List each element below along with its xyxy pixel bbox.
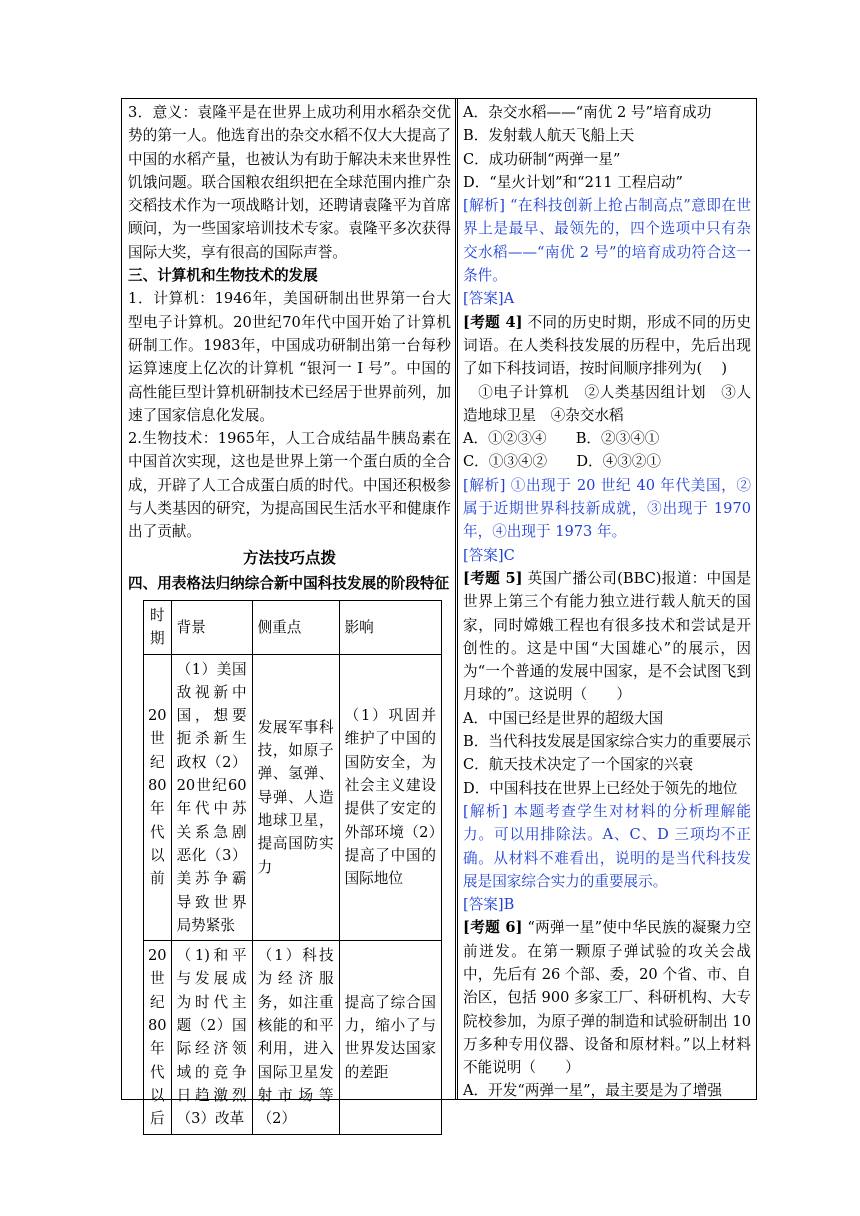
header-background: 背景 [171,601,252,655]
option-d: D．“星火计划”和“211 工程启动” [463,173,683,191]
method-tips-title: 方法技巧点拨 [242,548,336,567]
section-4-heading: 四、用表格法归纳综合新中国科技发展的阶段特征 [128,574,450,592]
table-row [144,941,442,1134]
question-5-option-b: B．当代科技发展是国家综合实力的重要展示 [463,733,752,751]
row-period: 20世纪80年代以前 [144,654,172,941]
question-5-option-a: A．中国已经是世界的超级大国 [463,709,664,727]
table-header-row [144,601,442,655]
row-focus: 发展军事科技，如原子弹、氢弹、导弹、人造地球卫星，提高国防实力 [252,654,339,941]
question-6 [463,916,751,1079]
analysis-4: [解析] ①出现于 20 世纪 40 年代美国，②属于近期世界科技新成就，③出现于 1970 年，④出现于 1973 年。 [463,476,751,541]
column-divider [455,98,458,1100]
table-row [144,654,442,941]
question-4-items: ①电子计算机 ②人类基因组计划 ③人造地球卫星 ④杂交水稻 [463,383,751,424]
analysis-5: [解析] 本题考查学生对材料的分析理解能力。可以用排除法。A、C、D 三项均不正确。从材料不难看出，说明的是当代科技发展是国家综合实力的重要展示。 [463,802,751,890]
stage-summary-table [143,600,442,1135]
answer-3: [答案]A [463,290,515,308]
question-4-options-2: C．①③④② D．④③②① [463,453,661,471]
row-impact: 提高了综合国力，缩小了与世界发达国家的差距 [339,941,441,1134]
question-5-text: 英国广播公司(BBC)报道：中国是世界上第三个有能力独立进行载人航天的国家，同时嫦娥工程也有很多技术和尝试是开创性的。这是中国“大国雄心”的展示，因为“一个普通的发展中国家，是不会试图飞到月球的”。这说明（ ） [463,569,752,704]
significance-paragraph: 3．意义：袁隆平是在世界上成功利用水稻杂交优势的第一人。他选育出的杂交水稻不仅大大提高了中国的水稻产量，也被认为有助于解决未来世界性饥饿问题。联合国粮农组织把在全球范围内推广杂交稻技术作为一项战略计划，还聘请袁隆平为首席顾问，为一些国家培训技术专家。袁隆平多次获得国际大奖，享有很高的国际声誉。 [128,104,451,261]
question-5 [463,567,751,707]
question-6-text: “两弹一星”使中华民族的凝聚力空前迸发。在第一颗原子弹试验的攻关会战中，先后有 26 个部、委，20 个省、市、自治区，包括 900 多家工厂、科研机构、大专院校参加，为原子弹的制造和试验研制出 10 万多种专用仪器、设备和原材料。”以上材料不能说明（ ） [463,919,752,1077]
question-4-text: 不同的历史时期，形成不同的历史词语。在人类科技发展的历程中，先后出现了如下科技词语，按时间顺序排列为( ) [463,313,752,378]
question-4-label: [考题 4] [463,313,523,331]
row-background: （1)和平与发展成为时代主题（2）国际经济领域的竞争日趋激烈（3）改革 [171,941,252,1134]
header-period: 时期 [144,601,172,655]
question-5-option-d: D．中国科技在世界上已经处于领先的地位 [463,779,738,797]
option-b: B．发射载人航天飞船上天 [463,127,635,145]
question-5-option-c: C．航天技术决定了一个国家的兴衰 [463,756,694,774]
header-impact: 影响 [339,601,441,655]
analysis-3: [解析] “在科技创新上抢占制高点”意即在世界上是最早、最领先的，四个选项中只有杂交水稻——“南优 2 号”的培育成功符合这一条件。 [463,197,751,285]
question-4 [463,311,751,381]
row-impact: （1）巩固并维护了中国的国防安全，为社会主义建设提供了安定的外部环境（2）提高了中国的国际地位 [339,654,441,941]
answer-4: [答案]C [463,546,515,564]
question-6-option-a: A．开发“两弹一星”，最主要是为了增强 [463,1082,722,1100]
question-4-options-1: A．①②③④ B．②③④① [463,430,660,448]
row-background: （1）美国敌视新中国，想要扼杀新生政权（2）20世纪60年代中苏关系急剧恶化（3）美苏争霸导致世界局势紧张 [171,654,252,941]
computer-paragraph: 1．计算机：1946年，美国研制出世界第一台大型电子计算机。20世纪70年代中国开始了计算机研制工作。1983年，中国成功研制出第一台每秒运算速度上亿次的计算机 “银河一 I 号”。中国的高性能巨型计算机研制技术已经居于世界前列，加速了国家信息化发展。 [128,290,451,424]
option-a: A．杂交水稻——“南优 2 号”培育成功 [463,104,712,121]
question-5-label: [考题 5] [463,569,523,587]
option-c: C．成功研制“两弹一星” [463,150,621,168]
section-3-heading: 三、计算机和生物技术的发展 [128,267,318,285]
right-column [463,101,751,1103]
row-period: 20世纪80年代以后 [144,941,172,1134]
biotech-paragraph: 2.生物技术：1965年，人工合成结晶牛胰岛素在中国首次实现，这也是世界上第一个蛋白质的全合成，开辟了人工合成蛋白质的时代。中国还积极参与人类基因的研究，为提高国民生活水平和健康作出了贡献。 [128,430,451,541]
question-6-label: [考题 6] [463,919,523,937]
row-focus: （1）科技为经济服务，如注重核能的和平利用，进入国际卫星发射市场等（2） [252,941,339,1134]
header-focus: 侧重点 [252,601,339,655]
answer-5: [答案]B [463,896,515,914]
left-column [128,101,451,595]
